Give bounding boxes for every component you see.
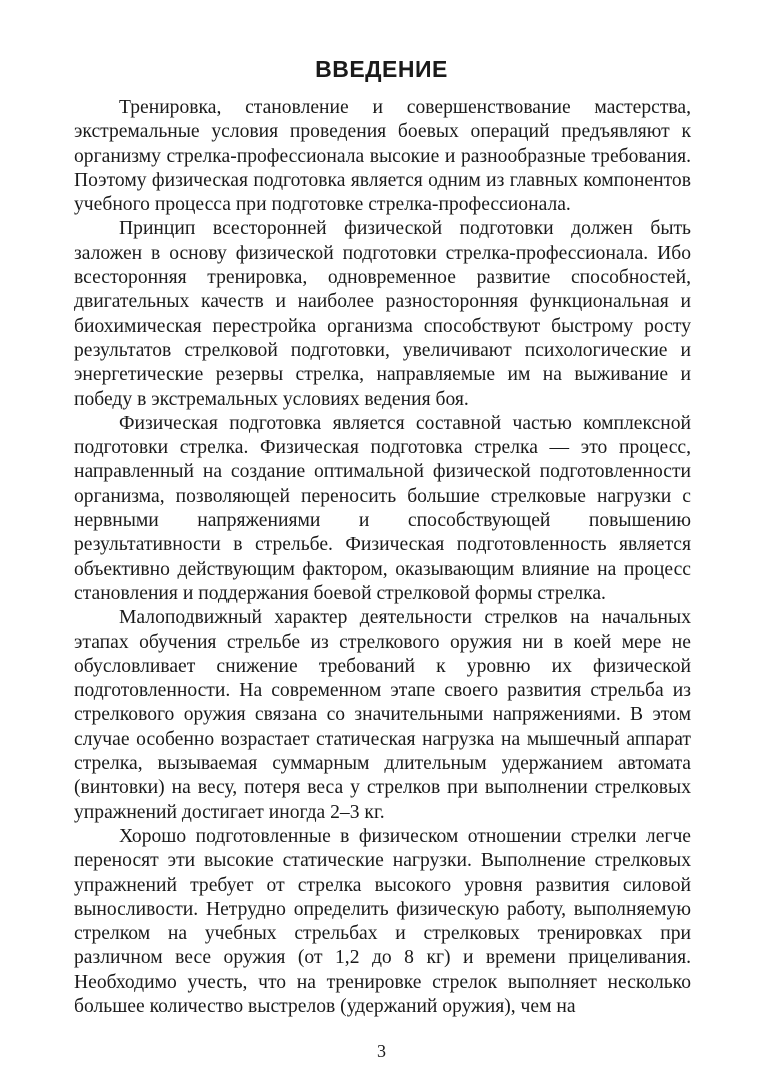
chapter-heading: ВВЕДЕНИЕ bbox=[315, 56, 448, 82]
paragraph-1: Тренировка, становление и совершенствование мастерства, экстремальные условия проведения боевых операций предъявляют к организму стрелка-профессионала высокие и разнообразные требования. Поэтому физическая подготовка является одним из главных компонентов учебного процесса при подготовке стрелка-профессионала. bbox=[74, 97, 691, 216]
paragraph-2: Принцип всесторонней физической подготовки должен быть заложен в основу физической подготовки стрелка-профессионала. Ибо всесторонняя тренировка, одновременное развитие способностей, двигательных качеств и наиболее разносторонняя функциональная и биохимическая перестройка организма способствуют быстрому росту результатов стрелковой подготовки, увеличивают психологические и энергетические резервы стрелка, направляемые им на выживание и победу в экстремальных условиях ведения боя. bbox=[74, 218, 691, 410]
page-number: 3 bbox=[377, 1041, 386, 1061]
paragraph-4: Малоподвижный характер деятельности стрелков на начальных этапах обучения стрельбе из стрелкового оружия ни в коей мере не обусловливает снижение требований к уровню их физической подготовленности. На современном этапе своего развития стрельба из стрелкового оружия связана со значительными напряжениями. В этом случае особенно возрастает статическая нагрузка на мышечный аппарат стрелка, вызываемая суммарным длительным удержанием автомата (винтовки) на весу, потеря веса у стрелков при выполнении стрелковых упражнений достигает иногда 2–3 кг. bbox=[74, 607, 691, 823]
body-text bbox=[74, 96, 691, 1019]
paragraph-3: Физическая подготовка является составной частью комплексной подготовки стрелка. Физическая подготовка стрелка — это процесс, направленный на создание оптимальной физической подготовленности организма, позволяющей переносить большие стрелковые нагрузки с нервными напряжениями и способствующей повышению результативности в стрельбе. Физическая подготовленность является объективно действующим фактором, оказывающим влияние на процесс становления и поддержания боевой стрелковой формы стрелка. bbox=[74, 412, 691, 604]
paragraph-5: Хорошо подготовленные в физическом отношении стрелки легче переносят эти высокие статические нагрузки. Выполнение стрелковых упражнений требует от стрелка высокого уровня развития силовой выносливости. Нетрудно определить физическую работу, выполняемую стрелком на учебных стрельбах и стрелковых тренировках при различном весе оружия (от 1,2 до 8 кг) и времени прицеливания. Необходимо учесть, что на тренировке стрелок выполняет несколько большее количество выстрелов (удержаний оружия), чем на bbox=[74, 825, 691, 1017]
